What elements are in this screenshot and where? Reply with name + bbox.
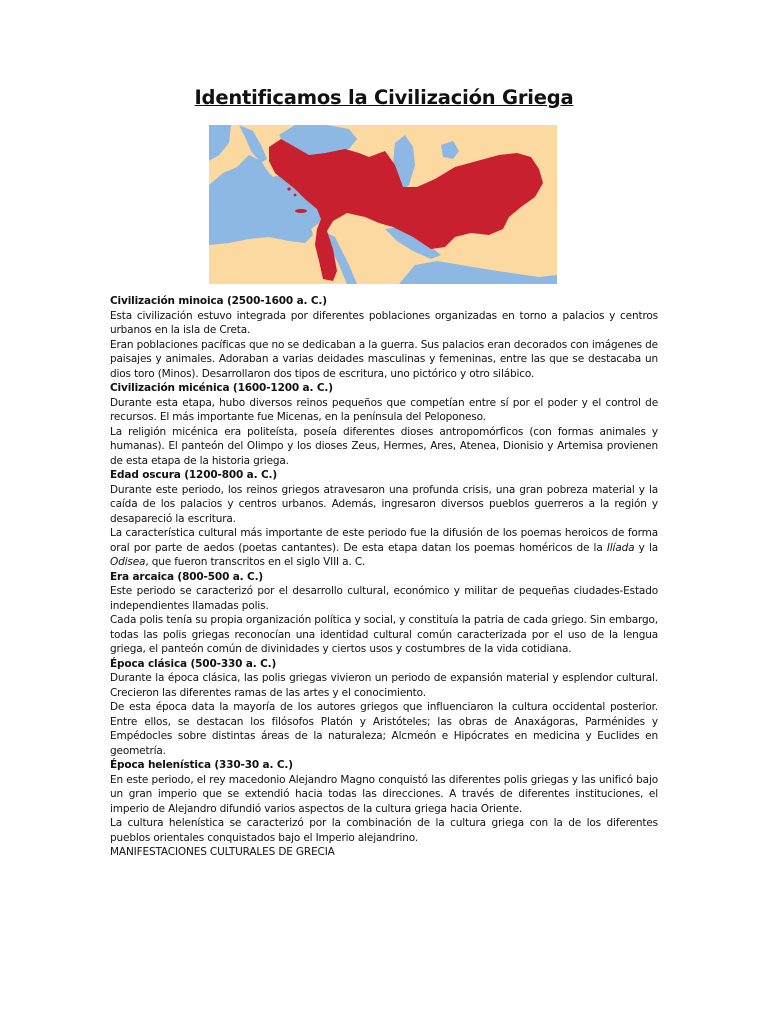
section-paragraph: Este periodo se caracterizó por el desarrollo cultural, económico y militar de pequeñas ciudades-Estado independientes llamadas polis. bbox=[110, 585, 658, 612]
section-paragraph: Durante esta etapa, hubo diversos reinos pequeños que competían entre sí por el poder y el control de recursos. El más importante fue Micenas, en la península del Peloponeso. bbox=[110, 396, 658, 423]
section-paragraph: Durante la época clásica, las polis griegas vivieron un periodo de expansión material y esplendor cultural. Crecieron las diferentes ramas de las artes y el conocimiento. bbox=[110, 672, 658, 699]
text-run: La característica cultural más importante de este periodo fue la difusión de los poemas heroicos de forma oral por parte de aedos (poetas cantantes). De esta etapa datan los poemas homéricos de la bbox=[110, 527, 658, 554]
section-paragraph: Durante este periodo, los reinos griegos atravesaron una profunda crisis, una gran pobreza material y la caída de los palacios y centros urbanos. Además, ingresaron diversos pueblos guerreros a la región y desapareció la escritura. bbox=[110, 483, 658, 525]
section-paragraph: En este periodo, el rey macedonio Alejandro Magno conquistó las diferentes polis griegas y las unificó bajo un gran imperio que se extendió hacia todas las direcciones. A través de diferentes instituciones, el imperio de Alejandro difundió varios aspectos de la cultura griega hacia Oriente. bbox=[110, 773, 658, 815]
text-run: , que fueron transcritos en el siglo VIII a. C. bbox=[145, 556, 366, 568]
section-paragraph: La cultura helenística se caracterizó por la combinación de la cultura griega con la de los diferentes pueblos orientales conquistados bajo el Imperio alejandrino. bbox=[110, 817, 658, 844]
odisea-title: Odisea bbox=[110, 556, 146, 568]
section-paragraph: Cada polis tenía su propia organización política y social, y constituía la patria de cada griego. Sin embargo, todas las polis griegas reconocían una identidad cultural común caracterizada por el uso de la lengua griega, el panteón común de divinidades y ciertos usos y costumbres de la vida cotidiana. bbox=[110, 614, 658, 655]
section-paragraph: De esta época data la mayoría de los autores griegos que influenciaron la cultura occidental posterior. Entre ellos, se destacan los filósofos Platón y Aristóteles; las obras de Anaxágoras, Parménides y Empédocles sobre distintas áreas de la naturaleza; Alcmeón e Hipócrates en medicina y Euclides en geometría. bbox=[110, 701, 658, 757]
section-paragraph bbox=[110, 526, 658, 570]
section-paragraph: La religión micénica era politeísta, poseía diferentes dioses antropomórficos (con formas animales y humanas). El panteón del Olimpo y los dioses Zeus, Hermes, Ares, Atenea, Dionisio y Artemisa provienen de esta etapa de la historia griega. bbox=[110, 425, 658, 467]
iliada-title: Ilíada bbox=[606, 541, 635, 554]
section-heading-micenica: Civilización micénica (1600-1200 a. C.) bbox=[110, 382, 333, 394]
section-heading-edad-oscura: Edad oscura (1200-800 a. C.) bbox=[110, 469, 278, 481]
section-heading-minoica: Civilización minoica (2500-1600 a. C.) bbox=[110, 295, 327, 307]
section-heading-epoca-helenistica: Época helenística (330-30 a. C.) bbox=[110, 759, 293, 771]
hellenistic-empire-map bbox=[209, 125, 557, 284]
section-heading-epoca-clasica: Época clásica (500-330 a. C.) bbox=[110, 657, 277, 670]
section-paragraph: Esta civilización estuvo integrada por diferentes poblaciones organizadas en torno a palacios y centros urbanos en la isla de Creta. bbox=[110, 309, 658, 336]
section-footer-heading: MANIFESTACIONES CULTURALES DE GRECIA bbox=[110, 846, 335, 858]
document-body bbox=[110, 294, 658, 860]
page-title: Identificamos la Civilización Griega bbox=[194, 86, 574, 109]
text-run: y la bbox=[634, 541, 659, 554]
section-heading-era-arcaica: Era arcaica (800-500 a. C.) bbox=[110, 570, 264, 583]
section-paragraph: Eran poblaciones pacíficas que no se dedicaban a la guerra. Sus palacios eran decorados con imágenes de paisajes y animales. Adoraban a varias deidades masculinas y femeninas, entre las que se destacaba un dios toro (Minos). Desarrollaron dos tipos de escritura, uno pictórico y otro silábico. bbox=[110, 338, 658, 380]
